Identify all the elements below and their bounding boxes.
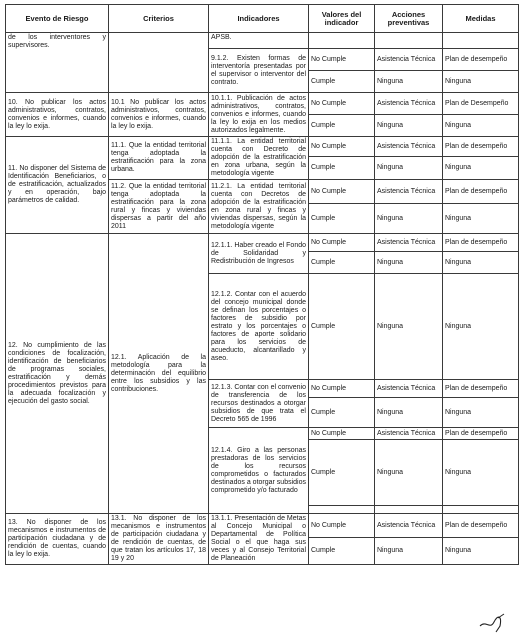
value-cell: No Cumple bbox=[309, 380, 375, 398]
value-cell: No Cumple bbox=[309, 49, 375, 71]
event-cell: 10. No publicar los actos administrativos, contratos, convenios e informes, cuando la ley lo exija. bbox=[6, 93, 109, 137]
risk-matrix-table bbox=[5, 4, 519, 565]
value-cell: No Cumple bbox=[309, 180, 375, 204]
action-cell: Ninguna bbox=[375, 71, 443, 93]
measure-cell: Ninguna bbox=[443, 204, 519, 234]
measure-cell: Ninguna bbox=[443, 274, 519, 380]
action-cell: Asistencia Técnica bbox=[375, 180, 443, 204]
value-cell: No Cumple bbox=[309, 93, 375, 115]
value-cell: Cumple bbox=[309, 274, 375, 380]
action-cell bbox=[375, 33, 443, 49]
measure-cell: Plan de desempeño bbox=[443, 234, 519, 252]
table-row bbox=[6, 234, 519, 252]
measure-cell: Ninguna bbox=[443, 252, 519, 274]
value-cell: Cumple bbox=[309, 252, 375, 274]
measure-cell: Plan de desempeño bbox=[443, 380, 519, 398]
measure-cell: Plan de desempeño bbox=[443, 137, 519, 157]
measure-cell: Plan de desempeño bbox=[443, 428, 519, 440]
value-cell: Cumple bbox=[309, 204, 375, 234]
action-cell: Asistencia Técnica bbox=[375, 380, 443, 398]
criteria-cell: 12.1. Aplicación de la metodología para la determinación del equilibrio entre los subsidios y las contribuciones. bbox=[109, 234, 209, 514]
action-cell: Asistencia Técnica bbox=[375, 49, 443, 71]
value-cell: Cumple bbox=[309, 398, 375, 428]
indicator-cell: 12.1.4. Giro a las personas prestadoras de los servicios de los recursos comprometidos o facturados destinados a otorgar subsidios comprometido y/o facturado bbox=[209, 428, 309, 514]
measure-cell bbox=[443, 33, 519, 49]
value-cell: Cumple bbox=[309, 115, 375, 137]
table-row bbox=[6, 33, 519, 49]
indicator-cell: APSB. bbox=[209, 33, 309, 49]
action-cell: Asistencia Técnica bbox=[375, 234, 443, 252]
event-cell: 12. No cumplimiento de las condiciones de focalización, identificación de beneficiarios de programas sociales, estratificación y demás procedimientos previstos para la adecuada focalización y ejecución del gasto social. bbox=[6, 234, 109, 514]
table-row bbox=[6, 514, 519, 538]
measure-cell: Plan de Desempeño bbox=[443, 93, 519, 115]
header-evento: Evento de Riesgo bbox=[6, 5, 109, 33]
value-cell bbox=[309, 33, 375, 49]
action-cell: Asistencia Técnica bbox=[375, 137, 443, 157]
measure-cell: Ninguna bbox=[443, 157, 519, 180]
criteria-cell: 13.1. No disponer de los mecanismos e instrumentos de participación ciudadana y de rendición de cuentas, de que tratan los artículos 17, 18 19 y 20 bbox=[109, 514, 209, 565]
measure-cell: Plan de desempeño bbox=[443, 180, 519, 204]
header-row bbox=[6, 5, 519, 33]
action-cell: Ninguna bbox=[375, 398, 443, 428]
action-cell: Asistencia Técnica bbox=[375, 514, 443, 538]
action-cell bbox=[375, 506, 443, 514]
indicator-cell: 10.1.1. Publicación de actos administrativos, contratos, convenios e informes, cuando la ley lo exija en los medios autorizados legalmente. bbox=[209, 93, 309, 137]
value-cell: Cumple bbox=[309, 71, 375, 93]
event-cell: 11. No disponer del Sistema de Identificación Beneficiarios, o de estratificación, actualizados y en operación, bajo parámetros de calidad. bbox=[6, 137, 109, 234]
value-cell: No Cumple bbox=[309, 514, 375, 538]
action-cell: Asistencia Técnica bbox=[375, 428, 443, 440]
criteria-cell bbox=[109, 33, 209, 93]
value-cell bbox=[309, 506, 375, 514]
measure-cell: Ninguna bbox=[443, 115, 519, 137]
indicator-cell: 12.1.2. Contar con el acuerdo del concejo municipal donde se definan los porcentajes o factores de subsidio por estrato y los porcentajes o factores de aporte solidario para los servicios de acueducto, alcantarillado y aseo. bbox=[209, 274, 309, 380]
event-cell: 13. No disponer de los mecanismos e instrumentos de participación ciudadana y de rendición de cuentas, cuando la ley lo exija. bbox=[6, 514, 109, 565]
measure-cell: Ninguna bbox=[443, 538, 519, 565]
action-cell: Ninguna bbox=[375, 274, 443, 380]
criteria-cell: 11.2. Que la entidad territorial tenga adoptada la estratificación para la zona rural y fincas y viviendas dispersas a partir del año 2011 bbox=[109, 180, 209, 234]
action-cell: Ninguna bbox=[375, 538, 443, 565]
measure-cell: Plan de desempeño bbox=[443, 49, 519, 71]
indicator-cell: 13.1.1. Presentación de Metas al Concejo Municipal o Departamental de Política Social o el que haga sus veces y al Consejo Territorial de Planeación bbox=[209, 514, 309, 565]
value-cell: No Cumple bbox=[309, 428, 375, 440]
indicator-cell: 11.1.1. La entidad territorial cuenta con Decreto de adopción de la estratificación en zona urbana, según la metodología vigente bbox=[209, 137, 309, 180]
criteria-cell: 10.1 No publicar los actos administrativos, contratos, convenios e informes, cuando la ley lo exija. bbox=[109, 93, 209, 137]
action-cell: Ninguna bbox=[375, 204, 443, 234]
measure-cell: Plan de desempeño bbox=[443, 514, 519, 538]
action-cell: Ninguna bbox=[375, 440, 443, 506]
event-cell: de los interventores y supervisores. bbox=[6, 33, 109, 93]
value-cell: No Cumple bbox=[309, 137, 375, 157]
value-cell: Cumple bbox=[309, 440, 375, 506]
action-cell: Ninguna bbox=[375, 252, 443, 274]
measure-cell: Ninguna bbox=[443, 71, 519, 93]
indicator-cell: 11.2.1. La entidad territorial cuenta con Decretos de adopción de la estratificación en zona rural y fincas y viviendas dispersas, según la metodología vigente bbox=[209, 180, 309, 234]
action-cell: Ninguna bbox=[375, 115, 443, 137]
indicator-cell: 9.1.2. Existen formas de interventoría presentadas por el supervisor o interventor del contrato. bbox=[209, 49, 309, 93]
header-valores: Valores del indicador bbox=[309, 5, 375, 33]
indicator-cell: 12.1.3. Contar con el convenio de transferencia de los recursos destinados a otorgar subsidios de que trata el Decreto 565 de 1996 bbox=[209, 380, 309, 428]
value-cell: Cumple bbox=[309, 157, 375, 180]
measure-cell: Ninguna bbox=[443, 440, 519, 506]
action-cell: Asistencia Técnica bbox=[375, 93, 443, 115]
value-cell: Cumple bbox=[309, 538, 375, 565]
indicator-cell: 12.1.1. Haber creado el Fondo de Solidaridad y Redistribución de Ingresos bbox=[209, 234, 309, 274]
table-row bbox=[6, 93, 519, 115]
action-cell: Ninguna bbox=[375, 157, 443, 180]
header-criterios: Criterios bbox=[109, 5, 209, 33]
criteria-cell: 11.1. Que la entidad territorial tenga adoptada la estratificación para la zona urbana. bbox=[109, 137, 209, 180]
handwritten-signature bbox=[478, 612, 508, 634]
value-cell: No Cumple bbox=[309, 234, 375, 252]
header-acciones: Acciones preventivas bbox=[375, 5, 443, 33]
measure-cell bbox=[443, 506, 519, 514]
header-indicadores: Indicadores bbox=[209, 5, 309, 33]
measure-cell: Ninguna bbox=[443, 398, 519, 428]
table-row bbox=[6, 137, 519, 157]
header-medidas: Medidas bbox=[443, 5, 519, 33]
